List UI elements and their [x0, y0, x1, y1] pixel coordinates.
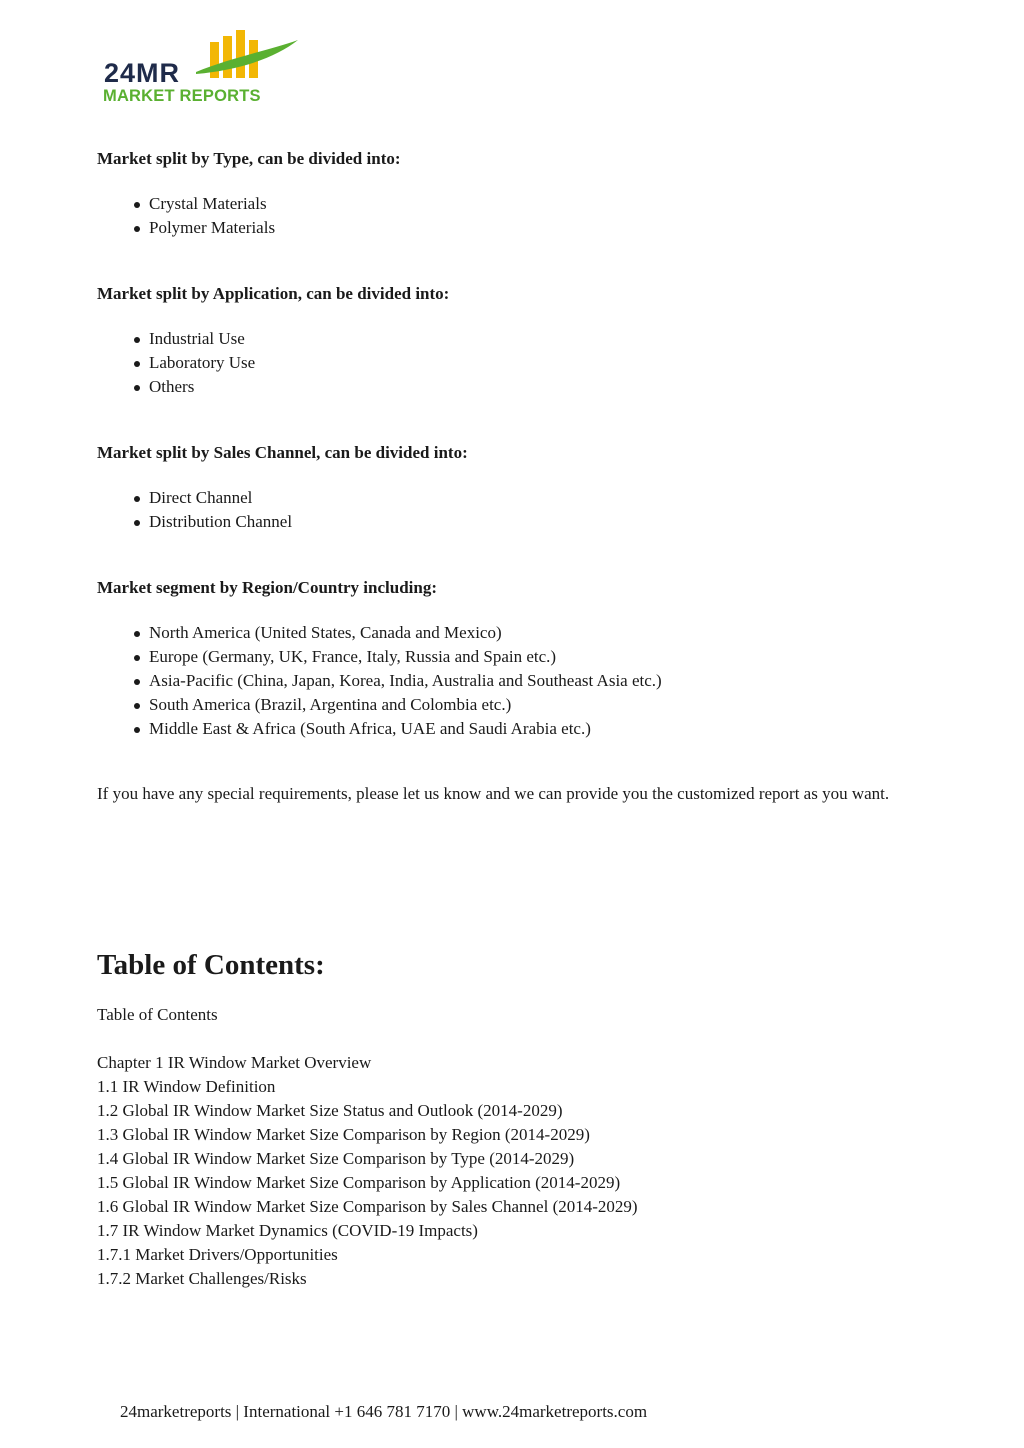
toc-line: 1.1 IR Window Definition	[97, 1077, 276, 1096]
region-heading: Market segment by Region/Country including:	[97, 578, 437, 597]
type-list	[97, 192, 275, 240]
toc-line: 1.7 IR Window Market Dynamics (COVID-19 Impacts)	[97, 1221, 478, 1240]
toc-title: Table of Contents:	[97, 949, 325, 981]
list-item: Asia-Pacific (China, Japan, Korea, India, Australia and Southeast Asia etc.)	[97, 669, 662, 693]
list-item: Laboratory Use	[97, 351, 255, 375]
toc-line: 1.7.2 Market Challenges/Risks	[97, 1269, 307, 1288]
toc-line: 1.6 Global IR Window Market Size Comparison by Sales Channel (2014-2029)	[97, 1197, 638, 1216]
region-list	[97, 621, 662, 741]
application-heading: Market split by Application, can be divided into:	[97, 284, 450, 303]
list-item: South America (Brazil, Argentina and Colombia etc.)	[97, 693, 662, 717]
toc-line: 1.7.1 Market Drivers/Opportunities	[97, 1245, 338, 1264]
list-item: Direct Channel	[97, 486, 292, 510]
list-item: Crystal Materials	[97, 192, 275, 216]
toc-line: 1.2 Global IR Window Market Size Status and Outlook (2014-2029)	[97, 1101, 563, 1120]
toc-line: Chapter 1 IR Window Market Overview	[97, 1053, 372, 1072]
type-heading: Market split by Type, can be divided into:	[97, 149, 401, 168]
toc-line: 1.3 Global IR Window Market Size Comparison by Region (2014-2029)	[97, 1125, 590, 1144]
company-logo	[100, 28, 310, 108]
page-footer: 24marketreports | International +1 646 781 7170 | www.24marketreports.com	[120, 1402, 648, 1421]
toc-line: 1.5 Global IR Window Market Size Comparison by Application (2014-2029)	[97, 1173, 621, 1192]
customization-note: If you have any special requirements, please let us know and we can provide you the customized report as you want.	[97, 784, 890, 803]
toc-line: 1.4 Global IR Window Market Size Comparison by Type (2014-2029)	[97, 1149, 575, 1168]
list-item: Others	[97, 375, 255, 399]
list-item: Europe (Germany, UK, France, Italy, Russia and Spain etc.)	[97, 645, 662, 669]
logo-text-market-reports: MARKET REPORTS	[103, 87, 261, 105]
list-item: North America (United States, Canada and Mexico)	[97, 621, 662, 645]
logo-text-24mr: 24MR	[104, 58, 181, 88]
sales-channel-list	[97, 486, 292, 534]
sales-channel-heading: Market split by Sales Channel, can be divided into:	[97, 443, 468, 462]
list-item: Industrial Use	[97, 327, 255, 351]
list-item: Distribution Channel	[97, 510, 292, 534]
application-list	[97, 327, 255, 399]
list-item: Middle East & Africa (South Africa, UAE and Saudi Arabia etc.)	[97, 717, 662, 741]
list-item: Polymer Materials	[97, 216, 275, 240]
toc-subtitle: Table of Contents	[97, 1005, 218, 1024]
toc-list	[97, 1051, 638, 1291]
